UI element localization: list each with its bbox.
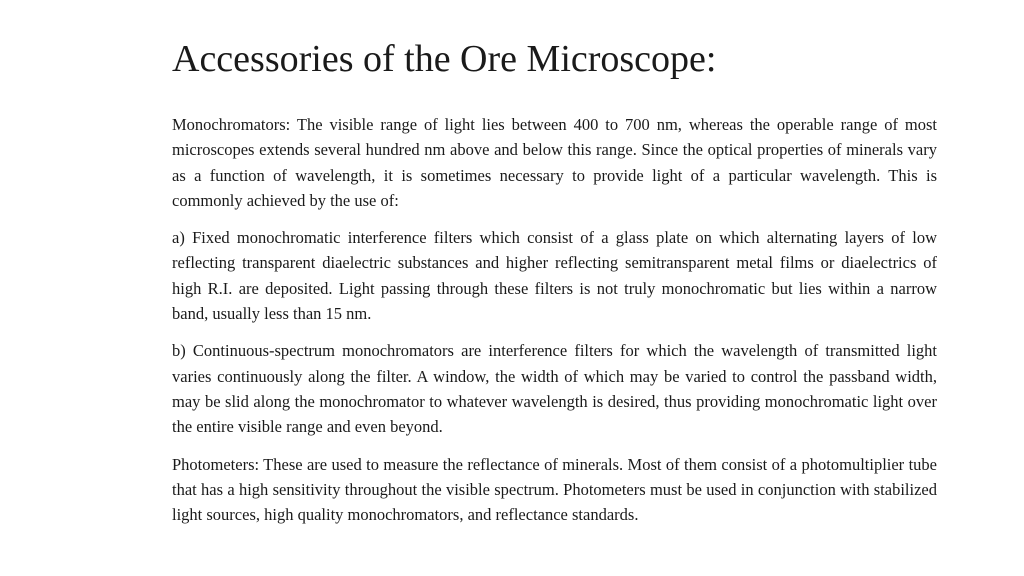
paragraph-photometers: Photometers: These are used to measure the reflectance of minerals. Most of them consist of a photomultiplier tube that has a high sensitivity throughout the visible spectrum. Photometers must be used in conjunction with stabilized light sources, high quality monochromators, and reflectance standards. <box>172 454 937 525</box>
slide-title: Accessories of the Ore Microscope: <box>172 38 717 80</box>
paragraph-continuous-spectrum: b) Continuous-spectrum monochromators are interference filters for which the wavelength of transmitted light varies continuously along the filter. A window, the width of which may be varied to control the passband width, may be slid along the monochromator to whatever wavelength is desired, thus providing monochromatic light over the entire visible range and even beyond. <box>172 341 937 437</box>
slide-body <box>172 112 937 527</box>
paragraph-fixed-filters: a) Fixed monochromatic interference filters which consist of a glass plate on which alternating layers of low reflecting transparent diaelectric substances and higher reflecting semitransparent metal films or diaelectrics of high R.I. are deposited. Light passing through these filters is not truly monochromatic but lies within a narrow band, usually less than 15 nm. <box>172 228 937 324</box>
paragraph-monochromators: Monochromators: The visible range of light lies between 400 to 700 nm, whereas the operable range of most microscopes extends several hundred nm above and below this range. Since the optical properties of minerals vary as a function of wavelength, it is sometimes necessary to provide light of a particular wavelength. This is commonly achieved by the use of: <box>172 115 937 210</box>
